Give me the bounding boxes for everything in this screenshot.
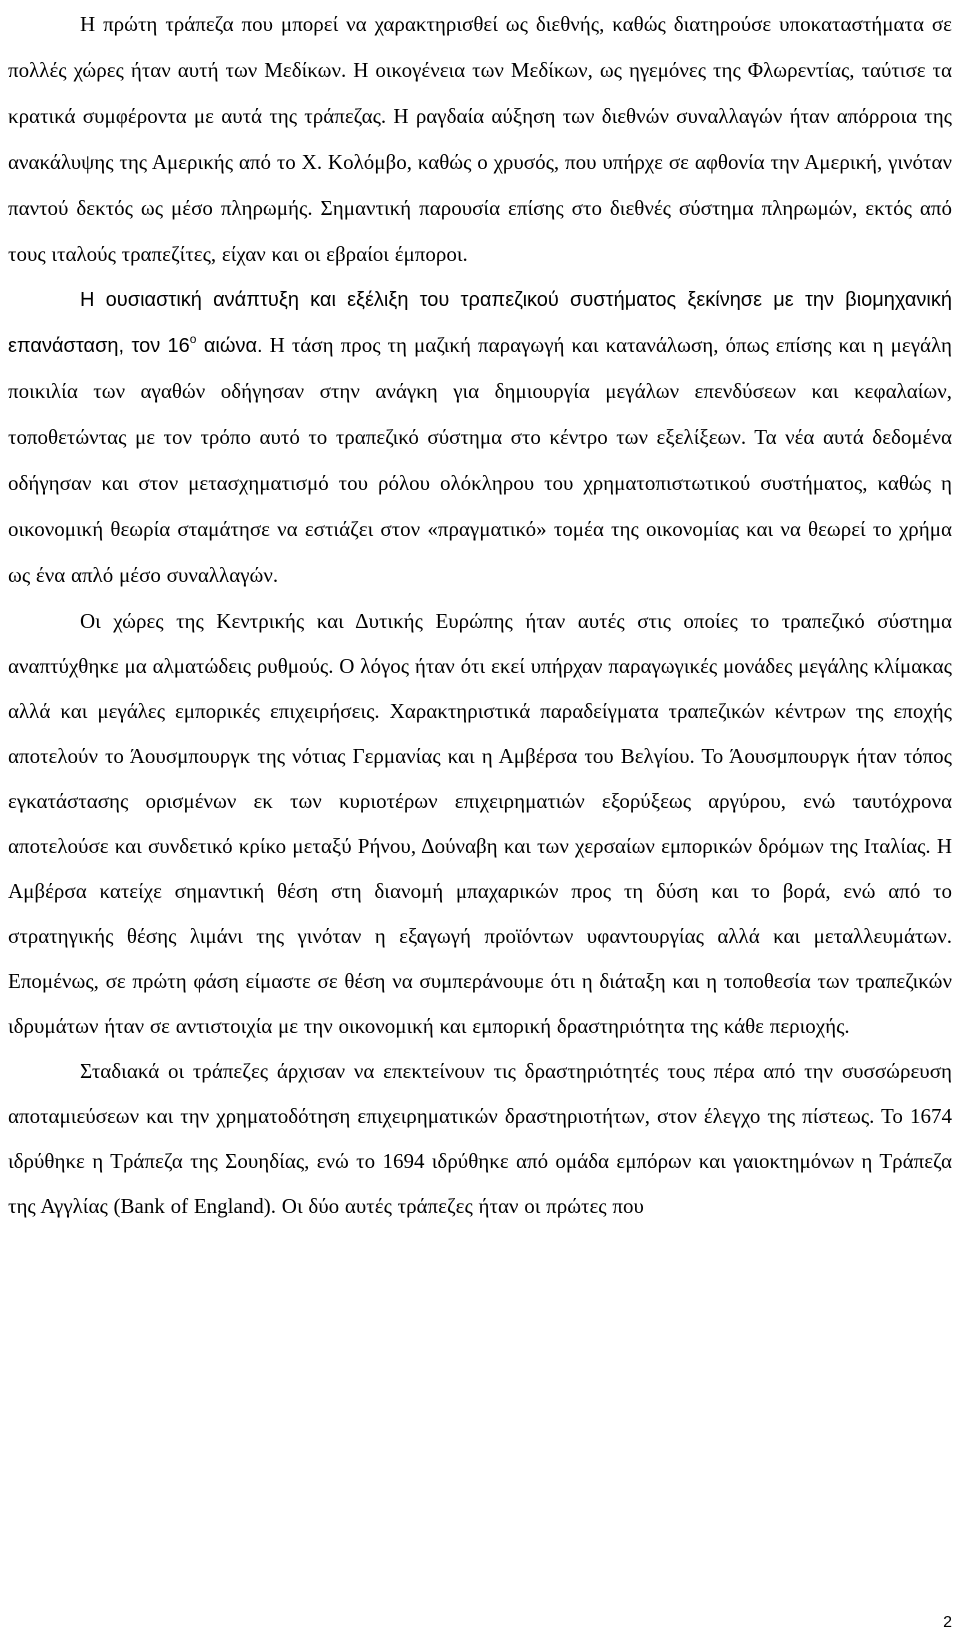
paragraph-2-part1: Η ουσιαστική ανάπτυξη και εξέλιξη του τραπεζικού συστήματος ξεκίνησε με την βιομηχανική επανάσταση, τον 16 [8, 289, 952, 357]
paragraph-1-continuation: Σημαντική παρουσία επίσης στο διεθνές σύστημα πληρωμών, εκτός από τους ιταλούς τραπεζίτες, είχαν και οι εβραίοι έμποροι. [8, 196, 953, 266]
paragraph-3 [8, 599, 952, 1049]
paragraph-2-part2: αιώνα. [196, 335, 263, 357]
paragraph-2-part3: Η τάση προς τη μαζική παραγωγή και κατανάλωση, όπως επίσης και η μεγάλη ποικιλία των αγαθών οδήγησαν στην ανάγκη για δημιουργία μεγάλων επενδύσεων και κεφαλαίων, τοποθετώντας με τον τρόπο αυτό το τραπεζικό σύστημα στο κέντρο των εξελίξεων. Τα νέα αυτά δεδομένα οδήγησαν και στον μετασχηματισμό του ρόλου ολόκληρου του χρηματοπιστωτικού συστήματος, καθώς η οικονομική θεωρία σταμάτησε να εστιάζει στον «πραγματικό» τομέα της οικονομίας και να θεωρεί το χρήμα ως ένα απλό μέσο συναλλαγών. [8, 333, 953, 587]
superscript-ordinal: ο [189, 332, 197, 346]
paragraph-3-text: Οι χώρες της Κεντρικής και Δυτικής Ευρώπης ήταν αυτές στις οποίες το τραπεζικό σύστημα αναπτύχθηκε μα αλματώδεις ρυθμούς. Ο λόγος ήταν ότι εκεί υπήρχαν παραγωγικές μονάδες μεγάλης κλίμακας αλλά και μεγάλες εμπορικές επιχειρήσεις. Χαρακτηριστικά παραδείγματα τραπεζικών κέντρων της εποχής αποτελούν το Άουσμπουργκ της νότιας Γερμανίας και η Αμβέρσα του Βελγίου. Το Άουσμπουργκ ήταν τόπος εγκατάστασης ορισμένων εκ των κυριοτέρων επιχειρηματιών εξορύξεως αργύρου, ενώ ταυτόχρονα αποτελούσε και συνδετικό κρίκο μεταξύ Ρήνου, Δούναβη και των χερσαίων εμπορικών δρόμων της Ιταλίας. Η Αμβέρσα κατείχε σημαντική θέση στη διανομή μπαχαρικών προς τη δύση και το βορά, ενώ από το στρατηγικής θέσης λιμάνι της γινόταν η εξαγωγή προϊόντων υφαντουργίας αλλά και μεταλλευμάτων. [8, 609, 952, 948]
document-page [8, 2, 952, 1229]
paragraph-2 [8, 278, 952, 599]
paragraph-1 [8, 2, 952, 278]
paragraph-1-text: Η πρώτη τράπεζα που μπορεί να χαρακτηρισθεί ως διεθνής, καθώς διατηρούσε υποκαταστήματα σε πολλές χώρες ήταν αυτή των Μεδίκων. Η οικογένεια των Μεδίκων, ως ηγεμόνες της Φλωρεντίας, ταύτισε τα κρατικά συμφέροντα με αυτά της τράπεζας. Η ραγδαία αύξηση των διεθνών συναλλαγών ήταν απόρροια της ανακάλυψης της Αμερικής από το Χ. Κολόμβο, καθώς ο χρυσός, που υπήρχε σε αφθονία την Αμερική, γινόταν παντού δεκτός ως μέσο πληρωμής. [8, 12, 952, 220]
page-number: 2 [943, 1614, 952, 1631]
paragraph-3-continuation: Επομένως, σε πρώτη φάση είμαστε σε θέση να συμπεράνουμε ότι η διάταξη και η τοποθεσία των τραπεζικών ιδρυμάτων ήταν σε αντιστοιχία με την οικονομική και εμπορική δραστηριότητα της κάθε περιοχής. [8, 969, 952, 1038]
paragraph-4-text: Σταδιακά οι τράπεζες άρχισαν να επεκτείνουν τις δραστηριότητές τους πέρα από την συσσώρευση αποταμιεύσεων και την χρηματοδότηση επιχειρηματικών δραστηριοτήτων, στον έλεγχο της πίστεως. Το 1674 ιδρύθηκε η Τράπεζα της Σουηδίας, ενώ το 1694 ιδρύθηκε από ομάδα εμπόρων και γαιοκτημόνων η Τράπεζα της Αγγλίας (Bank of England). Οι δύο αυτές τράπεζες ήταν οι πρώτες που [8, 1059, 952, 1218]
paragraph-4 [8, 1049, 952, 1229]
